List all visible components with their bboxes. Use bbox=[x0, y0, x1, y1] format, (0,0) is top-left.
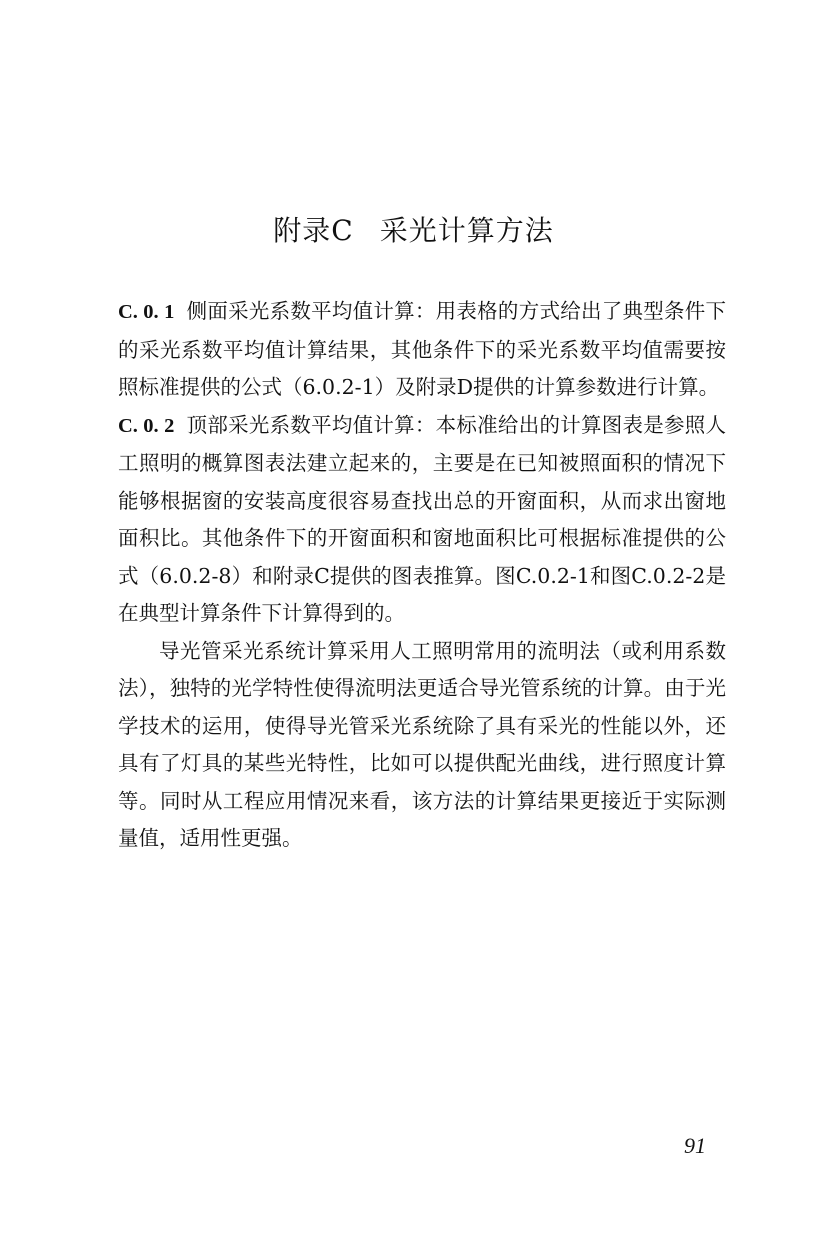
body-paragraph: 导光管采光系统计算采用人工照明常用的流明法（或利用系数法），独特的光学特性使得流明法更适合导光管系统的计算。由于光学技术的运用，使得导光管采光系统除了具有采光的性能以外，还具有了灯具的某些光特性，比如可以提供配光曲线，进行照度计算等。同时从工程应用情况来看，该方法的计算结果更接近于实际测量值，适用性更强。 bbox=[118, 638, 726, 850]
clause-text: 顶部采光系数平均值计算：本标准给出的计算图表是参照人工照明的概算图表法建立起来的，主要是在已知被照面积的情况下能够根据窗的安装高度很容易查找出总的开窗面积，从而求出窗地面积比。其他条件下的开窗面积和窗地面积比可根据标准提供的公式（6.0.2-8）和附录C提供的图表推算。图C.0.2-1和图C.0.2-2是在典型计算条件下计算得到的。 bbox=[118, 412, 727, 625]
clause-number: C. 0. 1 bbox=[118, 301, 175, 323]
clause-text: 侧面采光系数平均值计算：用表格的方式给出了典型条件下的采光系数平均值计算结果，其他条件下的采光系数平均值需要按照标准提供的公式（6.0.2-1）及附录D提供的计算参数进行计算。 bbox=[118, 299, 727, 399]
appendix-title bbox=[0, 206, 827, 256]
appendix-title-main: 采光计算方法 bbox=[379, 214, 554, 247]
appendix-title-prefix: 附录C bbox=[273, 214, 354, 247]
document-body bbox=[118, 293, 726, 858]
clause-number: C. 0. 2 bbox=[118, 414, 175, 437]
clause-c-0-1 bbox=[118, 293, 726, 407]
clause-c-0-2 bbox=[118, 407, 726, 633]
page-number: 91 bbox=[684, 1133, 706, 1158]
